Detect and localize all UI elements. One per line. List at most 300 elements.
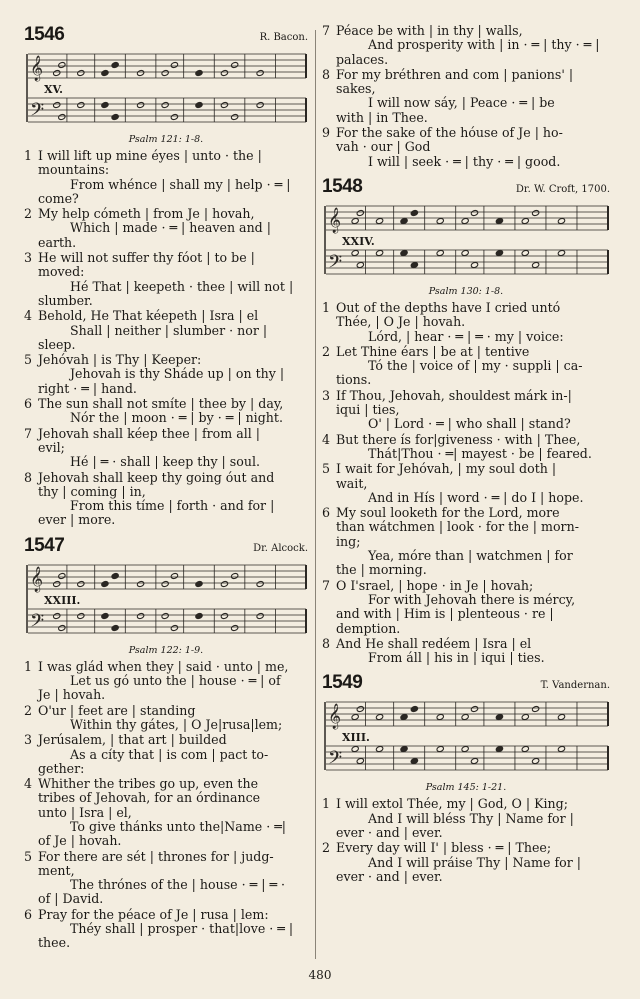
verse-text: palaces.	[336, 52, 389, 67]
note-head	[53, 102, 61, 109]
verse-line	[24, 163, 308, 177]
verse-text: I will now sáy, | Peace · ═ | be	[368, 96, 555, 111]
note-head	[400, 250, 408, 257]
verse-number: 2	[24, 703, 33, 718]
verse-text: The sun shall not smíte | thee by | day,	[38, 397, 284, 412]
verse-line	[322, 579, 610, 593]
verse-line	[24, 908, 308, 922]
treble-clef-icon: 𝄞	[30, 566, 44, 592]
verse-text: than wátchmen | look · for the | morn-	[336, 520, 579, 535]
note-head	[77, 612, 85, 619]
verse-line	[322, 140, 610, 154]
verse-text: thy | coming | in,	[38, 484, 146, 499]
verse-line	[322, 593, 610, 607]
verse-text: Out of the depths have I cried untó	[336, 300, 561, 315]
bass-clef-icon: 𝄢	[328, 251, 343, 277]
verse-text: And He shall redéem | Isra | el	[336, 636, 532, 651]
verse-text: iqui | ties,	[336, 403, 400, 418]
verse-line	[322, 359, 610, 373]
verse-text: To give thánks unto the|Name · ═|	[70, 819, 287, 834]
verse	[322, 301, 610, 344]
note-head	[77, 102, 85, 109]
verse-text: Pray for the péace of Je | rusa | lem:	[38, 907, 269, 922]
hymn-number: 1546	[24, 24, 65, 45]
verse-line	[322, 389, 610, 403]
note-head	[436, 250, 444, 257]
verse-text: He will not suffer thy fóot | to be |	[38, 251, 255, 266]
verse-line	[24, 353, 308, 367]
verse-text: ever · and | ever.	[336, 825, 443, 840]
verse-text: Thée, | O Je | hovah.	[336, 315, 466, 330]
note-head	[356, 210, 364, 217]
note-head	[461, 714, 469, 721]
note-head	[461, 746, 469, 753]
verse-text: right · ═ | hand.	[38, 381, 137, 396]
verse-line	[322, 373, 610, 387]
note-head	[410, 262, 418, 269]
verse-line	[322, 96, 610, 110]
verse	[24, 471, 308, 528]
verse-text: Behold, He That kéepeth | Isra | el	[38, 309, 259, 324]
note-head	[170, 62, 178, 69]
verse-number: 6	[24, 907, 33, 922]
verse-text: Thát|Thou · ═| mayest · be | feared.	[368, 446, 592, 461]
verse-text: Péace be with | in thy | walls,	[336, 24, 523, 38]
note-head	[137, 580, 145, 587]
verse	[24, 777, 308, 848]
verse-line	[24, 427, 308, 441]
note-head	[195, 70, 203, 77]
verse-text: Shall | neither | slumber · nor |	[70, 323, 268, 338]
verse-line	[322, 417, 610, 431]
verse-line	[322, 826, 610, 840]
note-head	[161, 612, 169, 619]
note-head	[137, 612, 145, 619]
verse-number: 2	[322, 344, 331, 359]
note-head	[256, 580, 264, 587]
note-head	[557, 250, 565, 257]
verse	[24, 251, 308, 308]
psalm-reference: Psalm 130: 1-8.	[428, 285, 504, 297]
verse-number: 1	[24, 149, 33, 163]
note-head	[495, 250, 503, 257]
verse-text: thee.	[38, 936, 71, 951]
hymn-header	[322, 176, 610, 200]
hymn-header	[24, 535, 308, 559]
note-head	[557, 714, 565, 721]
verse-number: 1	[24, 659, 33, 674]
verse-line	[322, 637, 610, 651]
note-head	[220, 580, 228, 587]
verse-text: Let us gó unto the | house · ═ | of	[70, 674, 281, 689]
verse-number: 7	[24, 426, 33, 441]
verse-number: 4	[322, 432, 331, 447]
note-head	[436, 714, 444, 721]
note-head	[532, 758, 540, 765]
note-head	[137, 102, 145, 109]
note-head	[461, 218, 469, 225]
verse	[24, 908, 308, 951]
verse-line	[24, 309, 308, 323]
verse-line	[322, 535, 610, 549]
chant-music-score	[322, 200, 610, 284]
chant-music-score	[24, 559, 308, 643]
verse-line	[24, 892, 308, 906]
verse-number: 3	[322, 388, 331, 403]
verse-line	[322, 403, 610, 417]
note-head	[53, 612, 61, 619]
note-head	[471, 758, 479, 765]
verse-text: Nór the | moon · ═ | by · ═ | night.	[70, 411, 283, 426]
note-head	[351, 250, 359, 257]
verse	[24, 309, 308, 352]
verse-line	[322, 841, 610, 855]
verse-text: and with | Him is | plenteous · re |	[336, 607, 554, 622]
verse-line	[24, 733, 308, 747]
note-head	[532, 706, 540, 713]
verse-text: If Thou, Jehovah, shouldest márk in-|	[336, 388, 572, 403]
verse-text: Jehóvah | is Thy | Keeper:	[38, 353, 202, 368]
verse-line	[24, 513, 308, 527]
note-head	[231, 572, 239, 579]
verse-number: 2	[24, 207, 33, 222]
verse-text: Je | hovah.	[38, 688, 106, 703]
composer-name: T. Vandernan.	[540, 680, 610, 692]
note-head	[436, 218, 444, 225]
verse-text: tions.	[336, 373, 372, 388]
verse-text: gether:	[38, 761, 85, 776]
hymn-block	[322, 24, 610, 176]
verse-line	[24, 834, 308, 848]
verse-text: of | David.	[38, 892, 104, 907]
verse	[322, 637, 610, 666]
verse-line	[322, 651, 610, 665]
verse-text: ing;	[336, 534, 361, 549]
verse-text: I wait for Jehóvah, | my soul doth |	[336, 462, 557, 477]
verse	[322, 797, 610, 840]
verse-line	[24, 221, 308, 235]
verse-text: come?	[38, 191, 79, 206]
hymn-block	[322, 176, 610, 672]
verse-text: Hé | ═ · shall | keep thy | soul.	[70, 455, 260, 470]
note-head	[461, 250, 469, 257]
verse-text: sleep.	[38, 337, 76, 352]
verse	[322, 462, 610, 505]
verse-line	[322, 856, 610, 870]
verse-text: Théy shall | prosper · that|love · ═ |	[70, 922, 294, 937]
chant-numeral: XXIII.	[44, 593, 81, 607]
note-head	[410, 706, 418, 713]
note-head	[351, 218, 359, 225]
composer-name: Dr. W. Croft, 1700.	[515, 183, 610, 195]
verse-text: I will lift up mine éyes | unto · the |	[38, 149, 262, 163]
verse-line	[322, 53, 610, 67]
verse	[24, 149, 308, 206]
note-head	[101, 580, 109, 587]
verse-text: For my bréthren and com | panions' |	[336, 67, 574, 82]
note-head	[400, 714, 408, 721]
verse-line	[24, 178, 308, 192]
note-head	[101, 70, 109, 77]
verse-text: My help cómeth | from Je | hovah,	[38, 207, 255, 222]
verse-number: 8	[322, 67, 331, 82]
note-head	[557, 218, 565, 225]
verse-text: For the sake of the hóuse of Je | ho-	[336, 126, 563, 141]
verse-line	[322, 477, 610, 491]
verse-text: ever · and | ever.	[336, 869, 443, 884]
verse-line	[24, 455, 308, 469]
verse-line	[24, 791, 308, 805]
verse-line	[322, 506, 610, 520]
verse-number: 5	[24, 849, 33, 864]
column-divider	[315, 30, 316, 959]
note-head	[532, 210, 540, 217]
psalm-reference: Psalm 145: 1-21.	[425, 782, 507, 794]
verse	[322, 841, 610, 884]
note-head	[471, 262, 479, 269]
verse-number: 8	[24, 470, 33, 485]
verse-line	[24, 149, 308, 163]
verse-text: I will extol Thée, my | God, O | King;	[336, 797, 568, 812]
hymn-number: 1549	[322, 672, 363, 694]
verse-number: 9	[322, 126, 331, 141]
verse-line	[24, 471, 308, 485]
verse-text: Lórd, | hear · ═ | ═ · my | voice:	[368, 329, 564, 344]
verse-text: From whénce | shall my | help · ═ |	[70, 177, 291, 192]
verse-text: ment,	[38, 863, 75, 878]
verse	[24, 397, 308, 426]
verse-text: mountains:	[38, 163, 110, 178]
chant-music-score	[24, 48, 308, 132]
verse-text: Jehovah shall keep thy going óut and	[38, 470, 275, 485]
verse-line	[322, 345, 610, 359]
note-head	[161, 70, 169, 77]
verse-text: For there are sét | thrones for | judg-	[38, 849, 274, 864]
verse-number: 6	[24, 397, 33, 412]
note-head	[195, 102, 203, 109]
verse-text: Jerúsalem, | that art | builded	[38, 733, 227, 748]
verse-line	[24, 674, 308, 688]
verse-line	[24, 441, 308, 455]
verse-number: 4	[24, 309, 33, 324]
verse-line	[24, 236, 308, 250]
verse-text: tribes of Jehovah, for an órdinance	[38, 791, 261, 806]
composer-name: Dr. Alcock.	[253, 542, 308, 554]
hymn-gap	[24, 952, 308, 958]
bass-clef-icon: 𝄢	[30, 100, 45, 125]
note-head	[111, 572, 119, 579]
treble-clef-icon: 𝄞	[328, 704, 342, 730]
note-head	[220, 612, 228, 619]
verse-number: 7	[322, 24, 331, 38]
note-head	[356, 262, 364, 269]
verse-line	[24, 485, 308, 499]
note-head	[161, 580, 169, 587]
verse	[24, 704, 308, 733]
verse-line	[24, 251, 308, 265]
verse-line	[24, 499, 308, 513]
verse-number: 4	[24, 777, 33, 792]
note-head	[170, 114, 178, 121]
verse-text: And I will práise Thy | Name for |	[368, 855, 581, 870]
psalm-reference: Psalm 122: 1-9.	[128, 644, 204, 656]
verse	[24, 353, 308, 396]
note-head	[400, 746, 408, 753]
verse	[322, 345, 610, 388]
note-head	[58, 624, 66, 631]
verse-line	[24, 294, 308, 308]
verse-text: My soul looketh for the Lord, more	[336, 506, 560, 521]
note-head	[58, 62, 66, 69]
note-head	[231, 624, 239, 631]
verse-text: ever | more.	[38, 513, 116, 528]
verse-text: earth.	[38, 235, 77, 250]
bass-clef-icon: 𝄢	[328, 748, 343, 774]
verse-line	[322, 491, 610, 505]
verse-text: Whither the tribes go up, even the	[38, 777, 259, 792]
note-head	[356, 706, 364, 713]
note-head	[256, 102, 264, 109]
verse-text: sakes,	[336, 82, 376, 97]
hymn-header	[322, 672, 610, 696]
verse-text: slumber.	[38, 293, 93, 308]
verse-text: the | morning.	[336, 563, 427, 578]
note-head	[356, 758, 364, 765]
verse-line	[322, 622, 610, 636]
note-head	[351, 746, 359, 753]
note-head	[521, 218, 529, 225]
verse-line	[24, 660, 308, 674]
verse-text: evil;	[38, 440, 65, 455]
note-head	[231, 114, 239, 121]
verse	[322, 433, 610, 462]
treble-clef-icon: 𝄞	[30, 56, 44, 81]
verse-number: 7	[322, 578, 331, 593]
note-head	[195, 612, 203, 619]
page-number: 480	[308, 968, 332, 982]
verse-text: I will | seek · ═ | thy · ═ | good.	[368, 154, 561, 169]
chant-numeral: XXIV.	[342, 234, 375, 248]
verse-text: Hé That | keepeth · thee | will not |	[70, 279, 294, 294]
note-head	[495, 218, 503, 225]
chant-numeral: XIII.	[342, 731, 370, 745]
note-head	[58, 114, 66, 121]
verse-text: From áll | his in | iqui | ties.	[368, 651, 545, 666]
verse-text: of Je | hovah.	[38, 834, 122, 849]
verse-text: O'ur | feet are | standing	[38, 703, 196, 718]
note-head	[376, 714, 384, 721]
hymn-block	[24, 535, 308, 958]
verse	[322, 126, 610, 169]
verse	[322, 24, 610, 67]
verse	[24, 660, 308, 703]
verse-line	[24, 864, 308, 878]
verse-line	[322, 301, 610, 315]
treble-clef-icon: 𝄞	[328, 207, 342, 233]
verse-text: wait,	[336, 476, 368, 491]
hymn-block	[322, 672, 610, 891]
psalm-reference: Psalm 121: 1-8.	[128, 134, 204, 145]
verse-text: But there ís for|giveness · with | Thee,	[336, 432, 581, 447]
note-head	[521, 714, 529, 721]
verse	[24, 850, 308, 907]
left-column	[24, 24, 308, 958]
verse-text: Tó the | voice of | my · suppli | ca-	[368, 359, 583, 374]
note-head	[376, 218, 384, 225]
verse	[322, 506, 610, 577]
chant-music-score	[322, 696, 610, 780]
verse-text: O I'srael, | hope · in Je | hovah;	[336, 578, 534, 593]
verse-number: 6	[322, 506, 331, 521]
verse	[322, 68, 610, 125]
note-head	[58, 572, 66, 579]
verse-line	[24, 688, 308, 702]
verse-line	[322, 549, 610, 563]
verse-line	[322, 111, 610, 125]
verse-number: 3	[24, 733, 33, 748]
note-head	[400, 218, 408, 225]
note-head	[471, 706, 479, 713]
verse-text: with | in Thee.	[336, 110, 428, 125]
verse-line	[322, 330, 610, 344]
right-column	[322, 24, 610, 891]
note-head	[351, 714, 359, 721]
verse-line	[322, 315, 610, 329]
verse-number: 2	[322, 841, 331, 856]
verse-text: And in Hís | word · ═ | do I | hope.	[368, 490, 584, 505]
note-head	[436, 746, 444, 753]
verse	[322, 389, 610, 432]
note-head	[557, 746, 565, 753]
verse-text: unto | Isra | el,	[38, 805, 132, 820]
verse	[24, 207, 308, 250]
note-head	[256, 70, 264, 77]
note-head	[77, 70, 85, 77]
note-head	[170, 624, 178, 631]
note-head	[532, 262, 540, 269]
note-head	[137, 70, 145, 77]
verse-line	[24, 777, 308, 791]
verse-line	[24, 367, 308, 381]
verse-number: 5	[24, 353, 33, 368]
composer-name: R. Bacon.	[259, 32, 308, 43]
verse-line	[24, 382, 308, 396]
verse-line	[322, 155, 610, 169]
verse-text: Jehovah shall kéep thee | from all |	[38, 426, 261, 441]
verse-line	[24, 820, 308, 834]
verse-line	[322, 24, 610, 38]
verse-text: Jehovah is thy Sháde up | on thy |	[70, 367, 285, 382]
verse-text: And I will bléss Thy | Name for |	[368, 811, 574, 826]
verse-line	[322, 563, 610, 577]
verse-number: 8	[322, 636, 331, 651]
verse-line	[24, 718, 308, 732]
verse-line	[24, 324, 308, 338]
note-head	[111, 62, 119, 69]
verse-number: 5	[322, 462, 331, 477]
verse-line	[24, 192, 308, 206]
note-head	[220, 70, 228, 77]
verse-line	[24, 922, 308, 936]
verse-text: Within thy gátes, | O Je|rusa|lem;	[70, 717, 283, 732]
verse-line	[24, 265, 308, 279]
verse	[24, 733, 308, 776]
verse-line	[322, 520, 610, 534]
verse-text: Which | made · ═ | heaven and |	[70, 221, 271, 236]
verse-text: Let Thine éars | be at | tentive	[336, 344, 530, 359]
verse-number: 3	[24, 251, 33, 266]
hymn-number: 1547	[24, 534, 65, 556]
